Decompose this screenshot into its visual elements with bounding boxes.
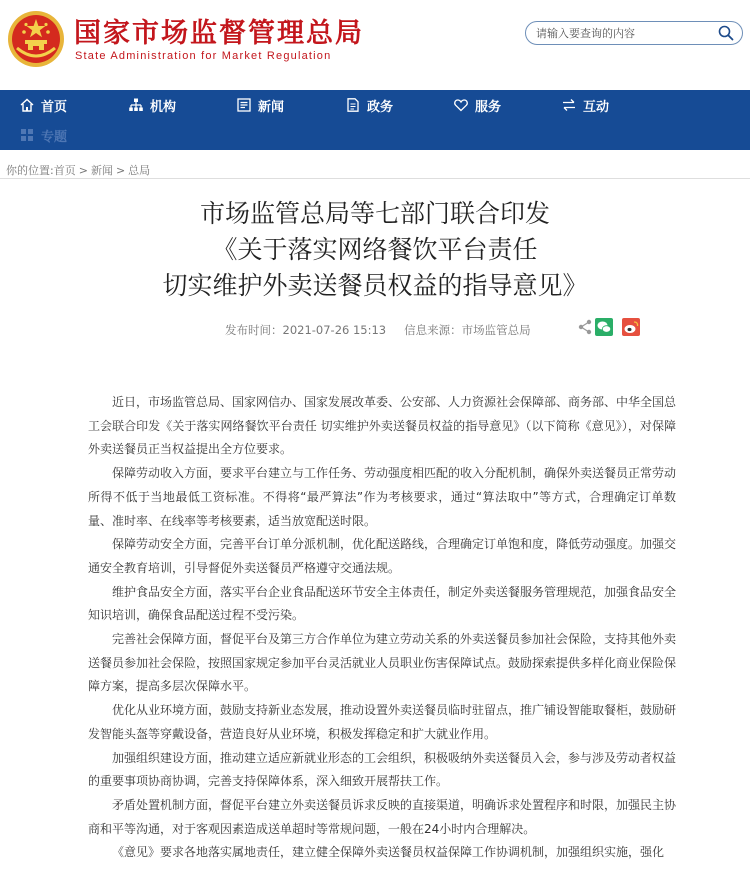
article-paragraph: 《意见》要求各地落实属地责任，建立健全保障外卖送餐员权益保障工作协调机制，加强组织实施，强化 — [112, 845, 665, 860]
breadcrumb-link-headquarters[interactable]: 总局 — [128, 164, 151, 177]
nav-label-home: 首页 — [41, 99, 68, 115]
article-title-line: 切实维护外卖送餐员权益的指导意见》 — [162, 271, 588, 300]
nav-label-government-affairs: 政务 — [367, 99, 394, 115]
article-paragraph: 矛盾处置机制方面，督促平台建立外卖送餐员诉求反映的直接渠道，明确诉求处置程序和时限，加强民主协商和平等沟通，对于客观因素造成送单超时等常规问题，一般在24小时内合理解决。 — [88, 797, 677, 836]
newspaper-icon — [236, 97, 252, 113]
article-body — [88, 391, 676, 865]
info-source: 信息来源：市场监管总局 — [404, 323, 531, 337]
nav-item-topics[interactable] — [19, 120, 67, 150]
nav-label-topics: 专题 — [41, 129, 68, 145]
article-paragraph: 保障劳动收入方面，要求平台建立与工作任务、劳动强度相匹配的收入分配机制，确保外卖送餐员正常劳动所得不低于当地最低工资标准。不得将“最严算法”作为考核要求，通过“算法取中”等方式，合理确定订单数量、准时率、在线率等考核要素，适当放宽配送时限。 — [88, 466, 677, 528]
article-paragraph: 近日，市场监管总局、国家网信办、国家发展改革委、公安部、人力资源社会保障部、商务部、中华全国总工会联合印发《关于落实网络餐饮平台责任 切实维护外卖送餐员权益的指导意见》（以下简称《意见》），对保障外卖送餐员正当权益提出全方位要求。 — [88, 395, 677, 457]
share-icon[interactable] — [579, 320, 591, 334]
nav-item-news[interactable] — [236, 90, 284, 120]
breadcrumb-link-news[interactable]: 新闻 — [90, 164, 113, 177]
breadcrumb-divider — [0, 178, 750, 179]
national-emblem-icon — [7, 10, 65, 68]
breadcrumb — [6, 162, 150, 178]
nav-label-news: 新闻 — [258, 99, 285, 115]
article-paragraph: 加强组织建设方面，推动建立适应新就业形态的工会组织，积极吸纳外卖送餐员入会，参与涉及劳动者权益的重要事项协商协调，完善支持保障体系，深入细致开展帮扶工作。 — [88, 750, 677, 789]
nav-item-home[interactable] — [19, 90, 67, 120]
weibo-share-icon[interactable] — [622, 318, 640, 336]
share-bar — [577, 316, 647, 338]
search-box — [525, 21, 743, 45]
nav-label-institutions: 机构 — [150, 99, 177, 115]
publish-time: 发布时间：2021-07-26 15:13 — [225, 323, 387, 337]
topic-icon — [19, 127, 35, 143]
article-title-line: 《关于落实网络餐饮平台责任 — [212, 235, 538, 264]
breadcrumb-separator: > — [115, 164, 126, 177]
nav-item-institutions[interactable] — [128, 90, 176, 120]
article-paragraph: 优化从业环境方面，鼓励支持新业态发展，推动设置外卖送餐员临时驻留点，推广铺设智能取餐柜，鼓励研发智能头盔等穿戴设备，营造良好从业环境，积极发挥稳定和扩大就业作用。 — [88, 703, 677, 741]
wechat-share-icon[interactable] — [595, 318, 613, 336]
article-meta — [225, 322, 531, 338]
nav-label-services: 服务 — [475, 99, 502, 115]
article-title-line: 市场监管总局等七部门联合印发 — [199, 199, 550, 228]
search-input[interactable] — [536, 25, 706, 41]
nav-row-primary — [0, 90, 750, 120]
nav-item-interaction[interactable] — [561, 90, 609, 120]
nav-row-secondary — [0, 120, 750, 150]
main-nav — [0, 90, 750, 150]
breadcrumb-link-home[interactable]: 首页 — [53, 164, 76, 177]
document-icon — [345, 97, 361, 113]
site-subtitle: State Administration for Market Regulation — [75, 50, 332, 62]
site-title: 国家市场监督管理总局 — [74, 18, 364, 49]
breadcrumb-separator: > — [78, 164, 88, 177]
nav-label-interaction: 互动 — [583, 99, 610, 115]
breadcrumb-prefix: 你的位置: — [6, 164, 54, 177]
article-paragraph: 维护食品安全方面，落实平台企业食品配送环节安全主体责任，制定外卖送餐服务管理规范，加强食品安全知识培训，确保食品配送过程不受污染。 — [88, 584, 677, 623]
home-icon — [19, 97, 35, 113]
article-paragraph: 完善社会保障方面，督促平台及第三方合作单位为建立劳动关系的外卖送餐员参加社会保险，支持其他外卖送餐员参加社会保险，按照国家规定参加平台灵活就业人员职业伤害保障试点。鼓励探索提供多样化商业保险保障方案，提高多层次保障水平。 — [88, 632, 677, 694]
site-header — [0, 0, 750, 90]
heart-icon — [453, 97, 469, 113]
article-paragraph: 保障劳动安全方面，完善平台订单分派机制，优化配送路线，合理确定订单饱和度，降低劳动强度。加强交通安全教育培训，引导督促外卖送餐员严格遵守交通法规。 — [88, 537, 677, 575]
search-icon[interactable] — [718, 25, 734, 41]
nav-item-services[interactable] — [453, 90, 501, 120]
nav-item-government-affairs[interactable] — [345, 90, 393, 120]
exchange-arrows-icon — [561, 97, 577, 113]
article-title — [0, 196, 750, 304]
org-chart-icon — [128, 97, 144, 113]
